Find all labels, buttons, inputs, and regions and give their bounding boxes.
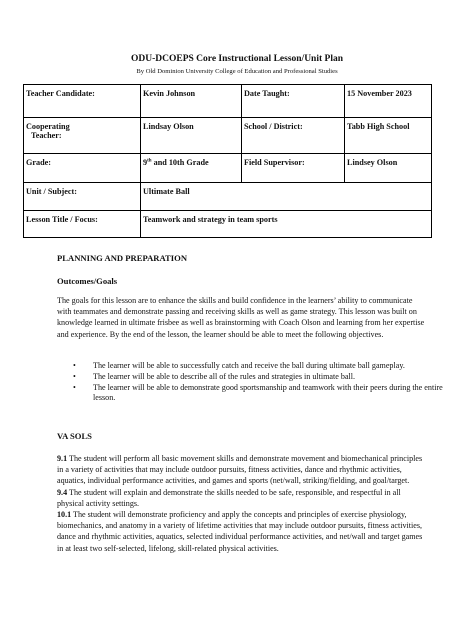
sol-text: The student will explain and demonstrate the skills needed to be safe, responsible, and respectful in all physical activity settings. xyxy=(57,487,401,508)
field-supervisor-value: Lindsey Olson xyxy=(345,154,432,183)
outcomes-heading: Outcomes/Goals xyxy=(57,276,118,286)
table-row xyxy=(24,183,432,211)
unit-subject-label: Unit / Subject: xyxy=(24,183,141,211)
document-title: ODU-DCOEPS Core Instructional Lesson/Unit Plan xyxy=(130,54,343,64)
va-sols-heading: VA SOLS xyxy=(57,431,92,441)
sol-item xyxy=(57,453,425,487)
goals-paragraph: The goals for this lesson are to enhance the skills and build confidence in the learners’ ability to communicate with teammates and demonstrate passing and receiving skills as well as game strategy. This lesson was built on knowledge learned in ultimate frisbee as well as brainstorming with Coach Olson and learning from her expertise and experience. By the end of the lesson, the learner should be able to meet the following objectives. xyxy=(57,296,425,339)
sol-item xyxy=(57,509,425,554)
cooperating-teacher-value: Lindsay Olson xyxy=(141,118,242,154)
grade-label: Grade: xyxy=(24,154,141,183)
sol-text: The student will demonstrate proficiency and apply the concepts and principles of exercise physiology, biomechanics, and anatomy in a variety of lifetime activities that may include outdoor pursuits, fitness activities, dance and rhythmic activities, aquatics, selected individual performance activities, and net/wall and target games in at least two self-selected, lifelong, skill-related physical activities. xyxy=(57,510,423,553)
list-item xyxy=(73,371,461,383)
school-district-value: Tabb High School xyxy=(345,118,432,154)
bullet-icon: • xyxy=(73,382,76,392)
sol-item xyxy=(57,487,425,509)
date-taught-label: Date Taught: xyxy=(242,85,345,118)
table-row xyxy=(24,118,432,154)
date-taught-value: 15 November 2023 xyxy=(345,85,432,118)
teacher-candidate-value: Kevin Johnson xyxy=(141,85,242,118)
va-sols-body xyxy=(57,453,425,554)
objective-text: The learner will be able to successfully catch and receive the ball during ultimate ball gameplay. xyxy=(93,361,405,370)
field-supervisor-label: Field Supervisor: xyxy=(242,154,345,183)
cooperating-teacher-label-line2: Teacher: xyxy=(31,131,62,141)
sol-number: 9.1 xyxy=(57,454,68,463)
list-item xyxy=(73,382,461,405)
bullet-icon: • xyxy=(73,371,76,381)
cooperating-teacher-label-line1: Cooperating xyxy=(26,122,70,131)
sol-text: The student will perform all basic movement skills and demonstrate movement and biomechanical principles in a variety of activities that may include outdoor pursuits, fitness activities, dance and rhythmic activities, aquatics, individual performance activities, and games and sports (net/wall, striking/fielding, and goal/target. xyxy=(57,454,423,486)
teacher-candidate-label: Teacher Candidate: xyxy=(24,85,141,118)
grade-superscript: th xyxy=(147,158,152,164)
sol-number: 9.4 xyxy=(57,487,68,497)
table-row xyxy=(24,154,432,183)
document-subtitle: By Old Dominion University College of Education and Professional Studies xyxy=(136,68,338,75)
objective-text: The learner will be able to demonstrate good sportsmanship and teamwork with their peers during the entire lesson. xyxy=(93,382,443,403)
lesson-title-value: Teamwork and strategy in team sports xyxy=(141,211,432,238)
planning-heading: PLANNING AND PREPARATION xyxy=(57,253,188,263)
table-row xyxy=(24,211,432,238)
table-row xyxy=(24,85,432,118)
lesson-title-label: Lesson Title / Focus: xyxy=(24,211,141,238)
list-item xyxy=(73,361,461,372)
cooperating-teacher-label xyxy=(24,118,141,154)
objectives-list xyxy=(57,361,461,404)
school-district-label: School / District: xyxy=(242,118,345,154)
objective-text: The learner will be able to describe all of the rules and strategies in ultimate ball. xyxy=(93,371,356,381)
unit-subject-value: Ultimate Ball xyxy=(141,183,432,211)
grade-value xyxy=(141,154,242,183)
lesson-info-table xyxy=(23,84,432,238)
grade-number: 9 xyxy=(143,158,148,167)
grade-rest: and 10th Grade xyxy=(151,158,209,167)
bullet-icon: • xyxy=(73,361,76,370)
sol-number: 10.1 xyxy=(57,510,72,520)
